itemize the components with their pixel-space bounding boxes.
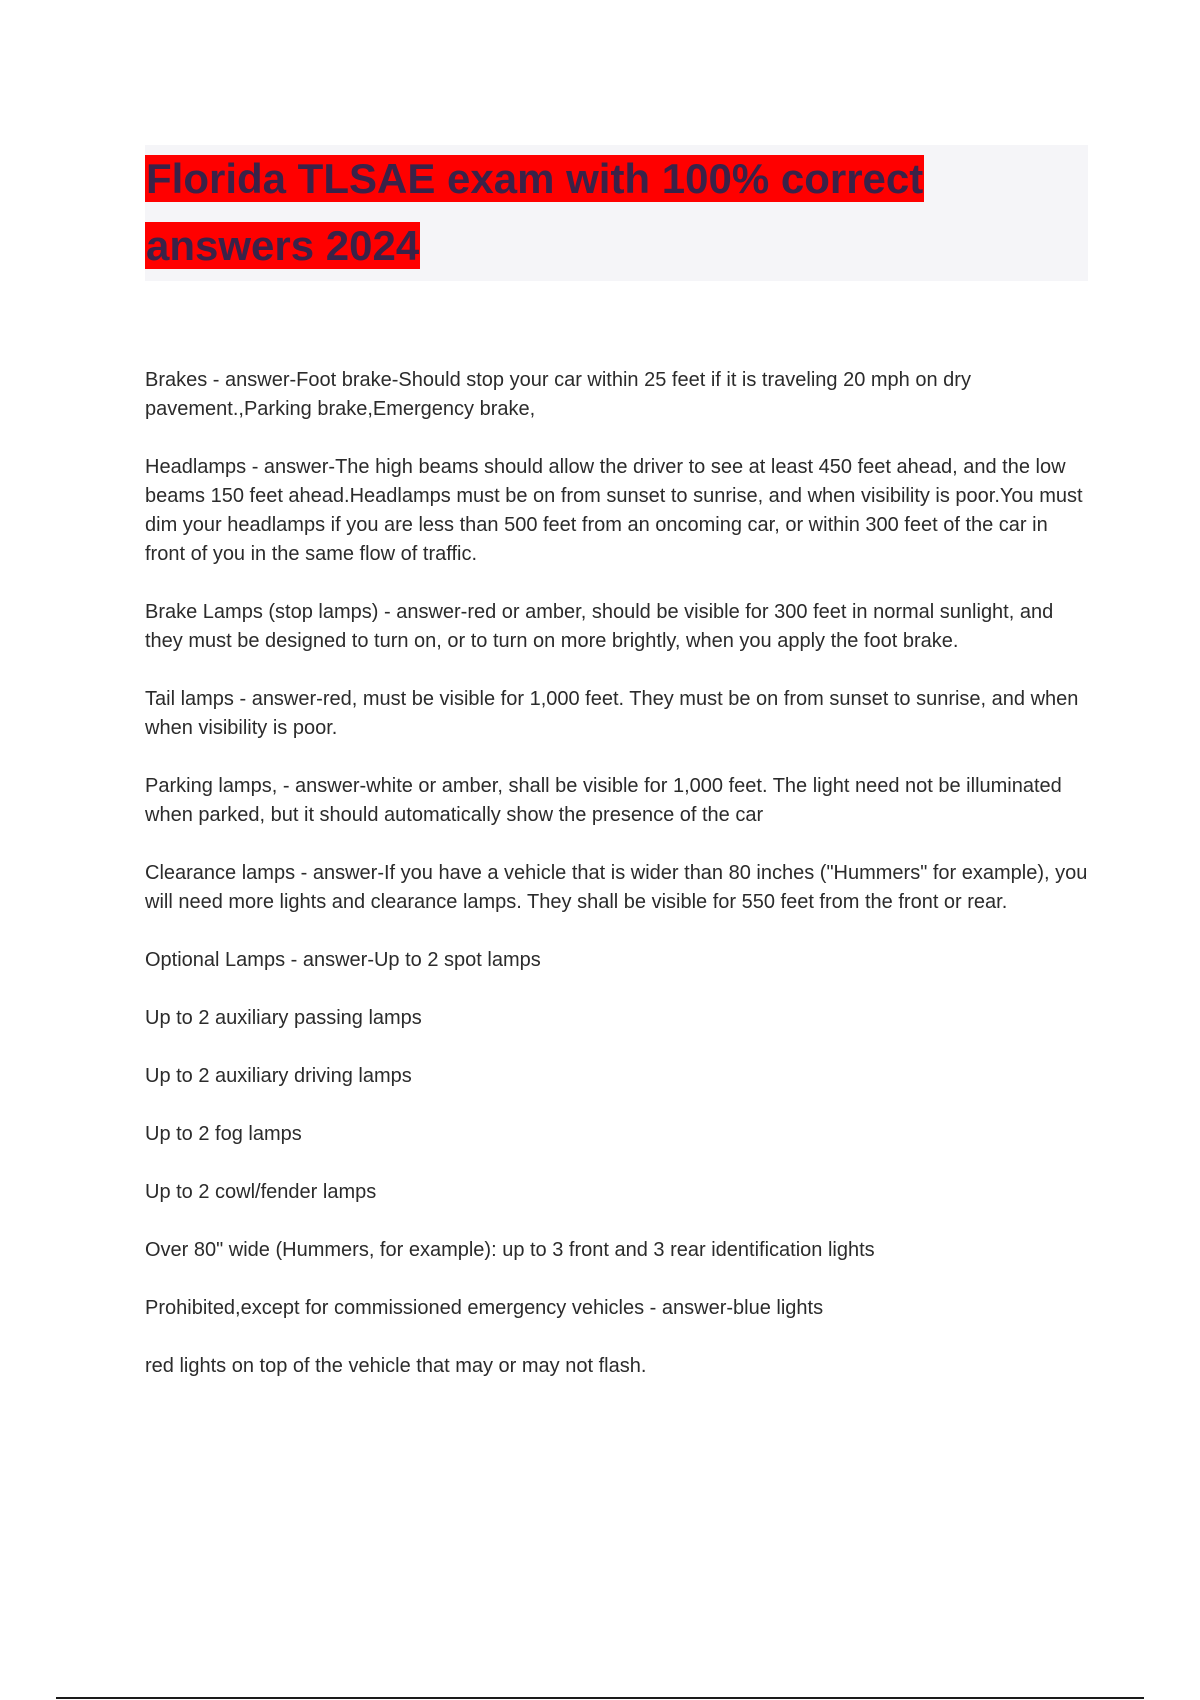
paragraph-cowl-fender-lamps: Up to 2 cowl/fender lamps (145, 1181, 377, 1203)
paragraph-passing-lamps: Up to 2 auxiliary passing lamps (145, 1007, 422, 1029)
footer-divider (56, 1697, 1144, 1699)
paragraph-tail-lamps: Tail lamps - answer-red, must be visible for 1,000 feet. They must be on from sunset to sunrise, and when when visibility is poor. (145, 688, 1079, 739)
paragraph-brakes: Brakes - answer-Foot brake-Should stop your car within 25 feet if it is traveling 20 mph on dry pavement.,Parking brake,Emergency brake, (145, 369, 971, 420)
title-highlight: Florida TLSAE exam with 100% correct answers 2024 (146, 155, 924, 269)
paragraph-clearance-lamps: Clearance lamps - answer-If you have a vehicle that is wider than 80 inches ("Hummers" for example), you will need more lights and clearance lamps. They shall be visible for 550 feet from the front or rear. (145, 862, 1088, 913)
paragraph-identification-lights: Over 80" wide (Hummers, for example): up to 3 front and 3 rear identification lights (145, 1239, 875, 1261)
title-block (145, 145, 1088, 281)
paragraph-red-lights: red lights on top of the vehicle that may or may not flash. (145, 1355, 647, 1377)
paragraph-fog-lamps: Up to 2 fog lamps (145, 1123, 302, 1145)
paragraph-parking-lamps: Parking lamps, - answer-white or amber, shall be visible for 1,000 feet. The light need not be illuminated when parked, but it should automatically show the presence of the car (145, 775, 1062, 826)
paragraph-brake-lamps: Brake Lamps (stop lamps) - answer-red or amber, should be visible for 300 feet in normal sunlight, and they must be designed to turn on, or to turn on more brightly, when you apply the foot brake. (145, 601, 1054, 652)
document-title (145, 145, 1088, 279)
paragraph-driving-lamps: Up to 2 auxiliary driving lamps (145, 1065, 412, 1087)
paragraph-headlamps: Headlamps - answer-The high beams should allow the driver to see at least 450 feet ahead, and the low beams 150 feet ahead.Headlamps must be on from sunset to sunrise, and when visibility is poor.You must dim your headlamps if you are less than 500 feet from an oncoming car, or within 300 feet of the car in front of you in the same flow of traffic. (145, 456, 1083, 565)
paragraph-prohibited-blue-lights: Prohibited,except for commissioned emergency vehicles - answer-blue lights (145, 1297, 824, 1319)
document-body (145, 366, 1090, 1410)
paragraph-optional-lamps: Optional Lamps - answer-Up to 2 spot lamps (145, 949, 541, 971)
